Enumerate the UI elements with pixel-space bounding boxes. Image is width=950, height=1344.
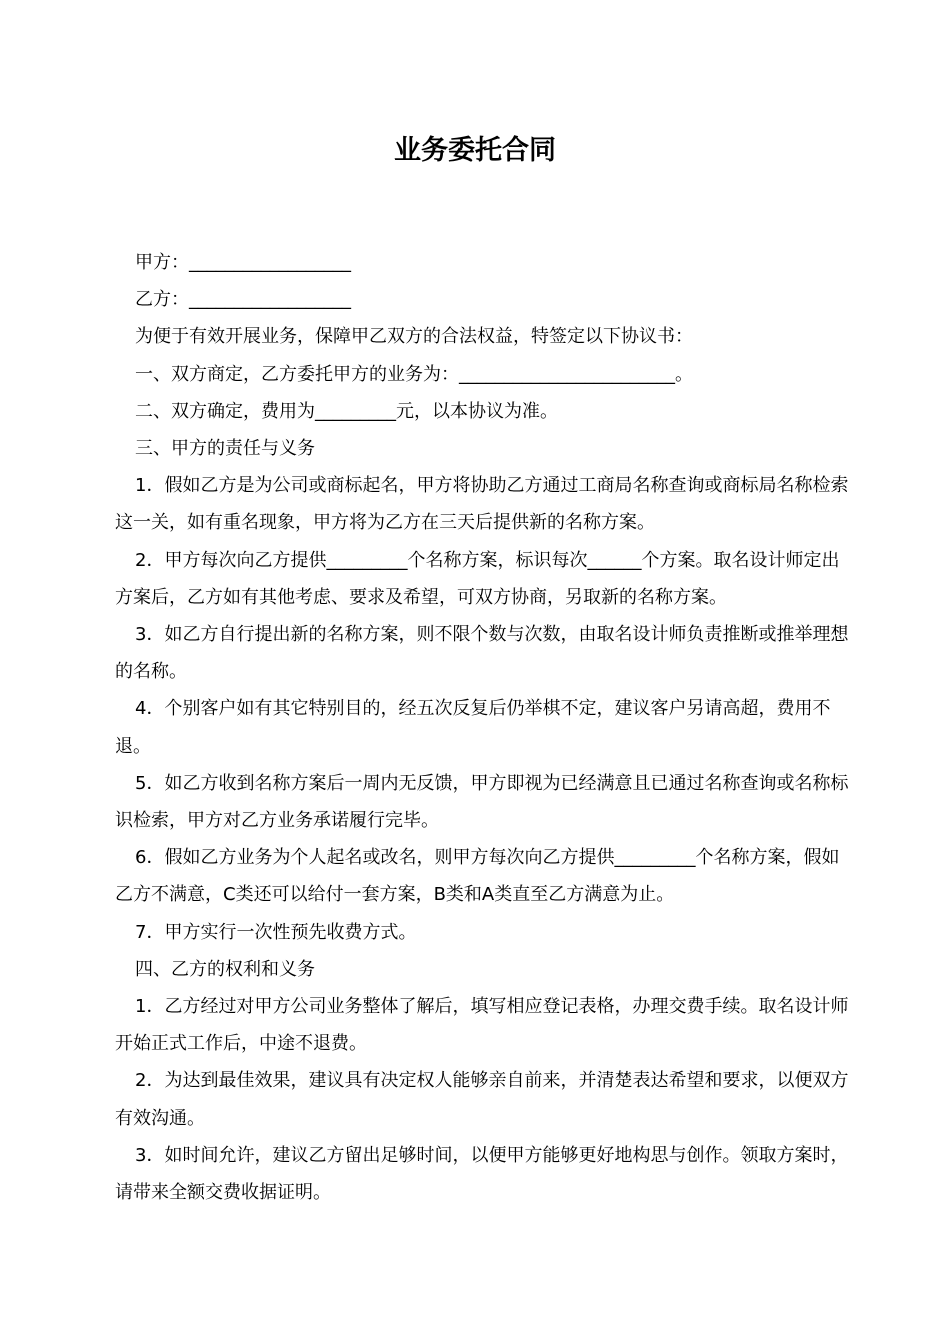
preamble-paragraph: 为便于有效开展业务，保障甲乙双方的合法权益，特签定以下协议书： — [135, 326, 693, 348]
contract-body — [115, 244, 849, 1211]
section-3-item-7: 7．甲方实行一次性预先收费方式。 — [135, 921, 417, 943]
section-3-heading: 三、甲方的责任与义务 — [135, 438, 315, 460]
section-4-item-2: 2．为达到最佳效果，建议具有决定权人能够亲自前来，并清楚表达希望和要求，以便双方有效沟通。 — [115, 1070, 849, 1129]
clause-1-paragraph: 一、双方商定，乙方委托甲方的业务为：________________________。 — [135, 363, 693, 385]
section-3-item-4: 4．个别客户如有其它特别目的，经五次反复后仍举棋不定，建议客户另请高超，费用不退。 — [115, 698, 831, 757]
section-4-item-1: 1．乙方经过对甲方公司业务整体了解后，填写相应登记表格，办理交费手续。取名设计师开始正式工作后，中途不退费。 — [115, 996, 849, 1055]
party-b-line: 乙方：__________________ — [135, 289, 351, 311]
document-title: 业务委托合同 — [394, 135, 556, 166]
section-3-item-3: 3．如乙方自行提出新的名称方案，则不限个数与次数，由取名设计师负责推断或推举理想的名称。 — [115, 624, 849, 683]
section-4-item-3: 3．如时间允许，建议乙方留出足够时间，以便甲方能够更好地构思与创作。领取方案时，请带来全额交费收据证明。 — [115, 1144, 849, 1204]
party-a-line: 甲方：__________________ — [135, 252, 351, 273]
section-3-item-1: 1．假如乙方是为公司或商标起名，甲方将协助乙方通过工商局名称查询或商标局名称检索这一关，如有重名现象，甲方将为乙方在三天后提供新的名称方案。 — [115, 475, 849, 534]
section-3-item-5: 5．如乙方收到名称方案后一周内无反馈，甲方即视为已经满意且已通过名称查询或名称标识检索，甲方对乙方业务承诺履行完毕。 — [115, 772, 849, 832]
section-3-item-6: 6．假如乙方业务为个人起名或改名，则甲方每次向乙方提供_________个名称方案，假如乙方不满意，C类还可以给付一套方案，B类和A类直至乙方满意为止。 — [115, 847, 840, 906]
section-3-item-2: 2．甲方每次向乙方提供_________个名称方案，标识每次______个方案。取名设计师定出方案后，乙方如有其他考虑、要求及希望，可双方协商，另取新的名称方案。 — [115, 549, 840, 608]
section-4-heading: 四、乙方的权利和义务 — [135, 958, 315, 980]
clause-2-paragraph: 二、双方确定，费用为_________元，以本协议为准。 — [135, 400, 558, 422]
